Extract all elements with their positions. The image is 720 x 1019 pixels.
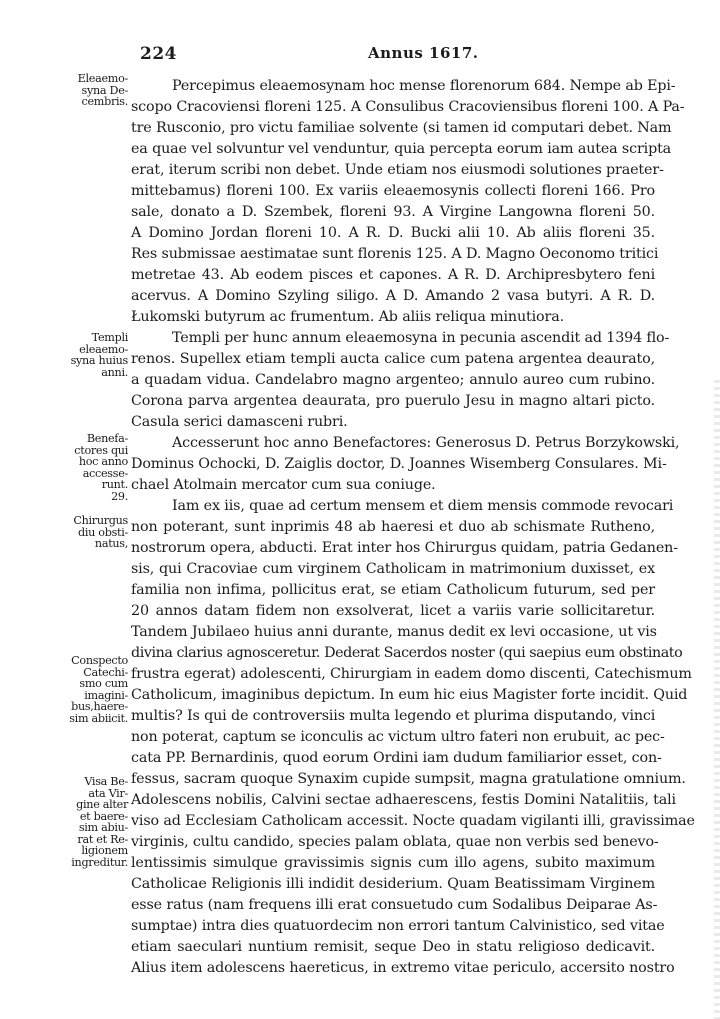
margin-note-line: ingreditur. [71, 855, 128, 869]
text-line: Alius item adolescens haereticus, in extremo vitae periculo, accersito nostro [131, 960, 675, 976]
text-line: Corona parva argentea deaurata, pro puerulo Jesu in magno altari picto. [131, 393, 655, 409]
text-line: sale, donato a D. Szembek, floreni 93. A Virgine Langowna floreni 50. [131, 204, 655, 220]
margin-note-line: syna huius [70, 354, 128, 367]
text-line: Res submissae aestimatae sunt florenis 125. A D. Magno Oeconomo tritici [131, 246, 659, 262]
text-line: esse ratus (nam frequens illi erat consuetudo cum Sodalibus Deiparae As- [131, 897, 658, 913]
text-line: Catholicae Religionis illi indidit desiderium. Quam Beatissimam Virginem [131, 876, 655, 892]
margin-note-line: hoc anno [78, 455, 128, 468]
margin-note-line: ctores qui [74, 443, 128, 457]
text-line: erat, iterum scribi non debet. Unde etiam nos eiusmodi solutiones praeter- [131, 162, 664, 178]
text-line: sumptae) intra dies quatuordecim non errori tantum Calvinistico, sed vitae [131, 918, 665, 934]
text-line: viso ad Ecclesiam Catholicam accessit. Nocte quadam vigilanti illi, gravissimae [131, 813, 695, 829]
margin-note-line: smo cum [79, 677, 128, 690]
text-line: Percepimus eleaemosynam hoc mense florenorum 684. Nempe ab Epi- [172, 78, 676, 94]
text-line: Iam ex iis, quae ad certum mensem et diem mensis commode revocari [172, 498, 674, 514]
margin-note-visa-virgine [54, 776, 128, 868]
text-line: multis? Is qui de controversiis multa legendo et plurima disputando, vinci [131, 708, 656, 724]
text-line: etiam saeculari nuntium remisit, seque Deo in statu religioso dedicavit. [131, 939, 655, 955]
margin-note-templi [54, 332, 128, 378]
text-line: a quadam vidua. Candelabro magno argenteo; annulo aureo cum rubino. [131, 372, 655, 388]
text-line: familia non infima, pollicitus erat, se etiam Catholicum futurum, sed per [131, 582, 655, 598]
page-number: 224 [140, 44, 177, 64]
text-line: acervus. A Domino Szyling siligo. A D. Amando 2 vasa butyri. A R. D. [131, 288, 655, 304]
text-line: metretae 43. Ab eodem pisces et capones. A R. D. Archipresbytero feni [131, 267, 655, 283]
margin-note-eleaemosyna [54, 73, 128, 108]
margin-note-line: gine alter [76, 798, 128, 811]
text-line: Accesserunt hoc anno Benefactores: Generosus D. Petrus Borzykowski, [172, 435, 680, 451]
text-line: 20 annos datam fidem non exsolverat, licet a variis varie sollicitaretur. [131, 603, 655, 619]
margin-note-line: rat et Re- [77, 832, 128, 846]
text-line: fessus, sacram quoque Synaxim cupide sumpsit, magna gratulatione omnium. [131, 771, 686, 787]
margin-note-line: Visa Be- [84, 775, 128, 788]
margin-note-line: eleaemo- [79, 342, 128, 356]
text-line: Dominus Ochocki, D. Zaiglis doctor, D. Joannes Wisemberg Consulares. Mi- [131, 456, 667, 472]
margin-note-line: runt. [101, 478, 128, 491]
margin-note-benefactores [54, 433, 128, 502]
margin-note-line: Catechi- [83, 665, 128, 679]
text-line: ea quae vel solvuntur vel venduntur, quia percepta eorum iam autea scripta [131, 141, 672, 157]
margin-note-line: cembris. [81, 95, 128, 108]
text-line: lentissimis simulque gravissimis signis cum illo agens, subito maximum [131, 855, 655, 871]
text-line: Templi per hunc annum eleaemosyna in pecunia ascendit ad 1394 flo- [172, 330, 670, 346]
margin-note-line: Eleaemo- [77, 72, 128, 85]
text-line: non poterat, captum se iconculis ac victum ultro fateri non erubuit, ac pec- [131, 729, 665, 745]
margin-note-line: anni. [101, 365, 128, 379]
text-line: Łukomski butyrum ac frumentum. Ab aliis reliqua minutiora. [131, 309, 564, 325]
margin-note-line: Chirurgus [73, 514, 128, 527]
text-line: non poterant, sunt inprimis 48 ab haeresi et duo ab schismate Rutheno, [131, 519, 655, 535]
text-line: sis, qui Cracoviae cum virginem Catholicam in matrimonium duxisset, ex [131, 561, 655, 577]
text-line: tre Rusconio, pro victu familiae solvente (si tamen id computari debet. Nam [131, 120, 672, 136]
margin-note-catechismo [54, 655, 128, 724]
text-line: Casula serici damasceni rubri. [131, 414, 348, 430]
text-line: frustra egerat) adolescenti, Chirurgiam in eadem domo discenti, Catechismum [131, 666, 692, 682]
text-line: A Domino Jordan floreni 10. A R. D. Bucki alii 10. Ab aliis floreni 35. [131, 225, 655, 241]
margin-note-line: natus, [94, 537, 128, 550]
text-line: renos. Supellex etiam templi aucta calice cum patena argentea deaurato, [131, 351, 655, 367]
margin-note-line: imagini- [84, 688, 128, 702]
text-line: virginis, cultu candido, species palam oblata, quae non verbis sed benevo- [131, 834, 659, 850]
margin-note-line: sim abiu- [78, 821, 128, 834]
margin-note-line: Conspecto [71, 654, 128, 667]
margin-note-line: Benefa- [86, 432, 128, 445]
text-line: chael Atolmain mercator cum sua coniuge. [131, 477, 436, 493]
text-line: mittebamus) floreni 100. Ex variis eleaemosynis collecti floreni 166. Pro [131, 183, 655, 199]
margin-note-line: 29. [111, 489, 128, 503]
text-line: Catholicum, imaginibus depictum. In eum hic eius Magister forte incidit. Quid [131, 687, 688, 703]
margin-note-line: sim abiicit. [69, 711, 128, 725]
running-head: Annus 1617. [368, 44, 479, 62]
text-line: Adolescens nobilis, Calvini sectae adhaerescens, festis Domini Natalitiis, tali [131, 792, 676, 808]
margin-note-line: accesse- [82, 466, 128, 480]
margin-note-line: Templi [91, 331, 128, 344]
margin-note-line: et baere- [79, 809, 128, 823]
scan-edge-artifact [714, 380, 720, 1019]
margin-note-chirurgus [54, 515, 128, 550]
margin-note-line: ata Vir- [88, 786, 128, 800]
margin-note-line: diu obsti- [78, 525, 128, 539]
margin-note-line: syna De- [81, 83, 128, 97]
text-line: nostrorum opera, abducti. Erat inter hos Chirurgus quidam, patria Gedanen- [131, 540, 678, 556]
text-line: cata PP. Bernardinis, quod eorum Ordini iam dudum familiarior esset, con- [131, 750, 662, 766]
margin-note-line: ligionem [81, 844, 128, 857]
margin-note-line: bus,haere- [71, 700, 128, 713]
text-line: scopo Cracoviensi floreni 125. A Consulibus Cracoviensibus floreni 100. A Pa- [131, 99, 685, 115]
text-line: Tandem Jubilaeo huius anni durante, manus dedit ex levi occasione, ut vis [131, 624, 657, 640]
text-line: divina clarius agnosceretur. Dederat Sacerdos noster (qui saepius eum obstinato [131, 645, 683, 661]
